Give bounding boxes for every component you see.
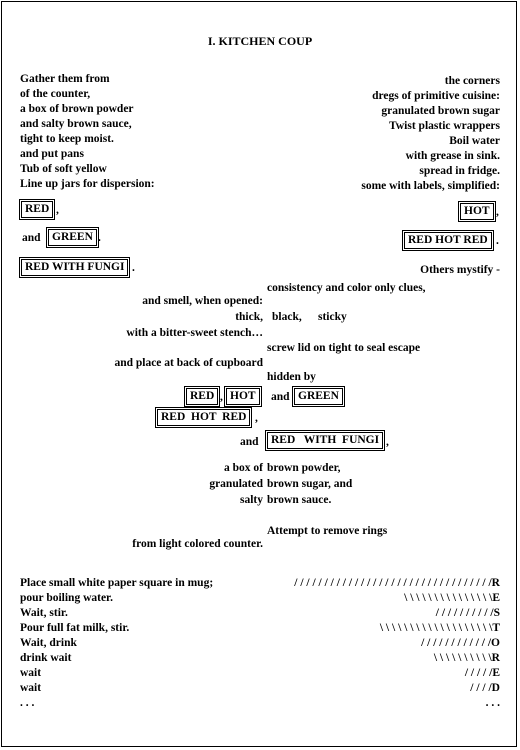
left-line-5: tight to keep moist. (20, 133, 114, 145)
bottom-right-line-1: / / / / / / / / / / / / / / / / / / / / / / / / / / / / / / / / /R (294, 577, 500, 589)
comma: , (56, 204, 59, 216)
right-line-4: Twist plastic wrappers (389, 120, 500, 132)
left-line-6: and put pans (20, 148, 84, 160)
and-word: and (271, 391, 290, 403)
right-line-1: the corners (444, 75, 500, 87)
comma: , (255, 412, 258, 424)
bottom-right-line-7: / / / / /E (464, 667, 500, 679)
screw-line: screw lid on tight to seal escape (267, 342, 421, 354)
bottom-left-line-2: pour boiling water. (20, 592, 113, 604)
poem-title: I. KITCHEN COUP (207, 34, 313, 48)
hidden-by-line: hidden by (267, 371, 316, 383)
comma: , (496, 206, 499, 218)
jar-label-hot: HOT (224, 386, 262, 407)
comma: , (220, 391, 223, 403)
bottom-left-line-1: Place small white paper square in mug; (20, 577, 214, 589)
jar-label-green: GREEN (46, 227, 99, 248)
jar-label-red-with-fungi: RED WITH FUNGI (265, 430, 385, 451)
bottom-right-line-4: \ \ \ \ \ \ \ \ \ \ \ \ \ \ \ \ \ \ \T (379, 622, 500, 634)
attempt-line: Attempt to remove rings (267, 525, 388, 537)
left-line-4: and salty brown sauce, (20, 118, 132, 130)
bottom-right-line-3: / / / / / / / / / /S (435, 607, 500, 619)
jar-label-green: GREEN (292, 386, 345, 407)
and-word: and (240, 436, 259, 448)
jar-label-red-hot-red: RED HOT RED (402, 230, 494, 251)
bottom-left-line-8: wait (20, 682, 42, 694)
left-line-2: of the counter, (20, 88, 91, 100)
left-line-1: Gather them from (20, 73, 110, 85)
bottom-right-line-5: / / / / / / / / / / / /O (421, 637, 500, 649)
period: . (132, 262, 135, 274)
bottom-left-line-4: Pour full fat milk, stir. (20, 622, 130, 634)
black-word: black, (272, 311, 302, 323)
right-line-5: Boil water (449, 135, 500, 147)
sticky-word: sticky (318, 311, 347, 323)
right-line-7: spread in fridge. (419, 165, 500, 177)
bottom-right-line-8: / / / /D (470, 682, 500, 694)
left-line-8: Line up jars for dispersion: (20, 178, 155, 190)
bottom-right-line-2: \ \ \ \ \ \ \ \ \ \ \ \ \ \ \E (404, 592, 500, 604)
right-line-6: with grease in sink. (405, 150, 500, 162)
jar-label-red: RED (19, 199, 55, 220)
bottom-left-line-5: Wait, drink (20, 637, 77, 649)
left-line-3: a box of brown powder (20, 103, 134, 115)
right-line-8: some with labels, simplified: (361, 180, 500, 192)
bottom-left-line-7: wait (20, 667, 42, 679)
smell-line: and smell, when opened: (142, 295, 263, 307)
jar-label-red-with-fungi: RED WITH FUNGI (19, 257, 130, 278)
consistency-line: consistency and color only clues, (267, 282, 426, 294)
bottom-left-ellipsis: . . . (20, 697, 35, 709)
and-word: and (22, 232, 41, 244)
granulated-right: brown sugar, and (267, 478, 353, 490)
place-line: and place at back of cupboard (114, 357, 263, 369)
right-line-2: dregs of primitive cuisine: (372, 90, 500, 102)
jar-label-red-hot-red: RED HOT RED (155, 407, 252, 428)
from-counter-line: from light colored counter. (132, 538, 263, 550)
others-mystify: Others mystify - (420, 264, 500, 276)
bottom-right-ellipsis: . . . (485, 697, 500, 709)
period: . (496, 235, 499, 247)
jar-label-red: RED (184, 386, 220, 407)
comma: , (386, 436, 389, 448)
bittersweet-line: with a bitter-sweet stench… (126, 327, 263, 339)
box-of-right: brown powder, (267, 462, 341, 474)
salty-right: brown sauce. (267, 494, 332, 506)
right-line-3: granulated brown sugar (381, 105, 500, 117)
salty-left: salty (240, 494, 263, 506)
granulated-left: granulated (209, 478, 263, 490)
bottom-right-line-6: \ \ \ \ \ \ \ \ \ \R (433, 652, 500, 664)
period: . (98, 232, 101, 244)
left-line-7: Tub of soft yellow (20, 163, 107, 175)
jar-label-hot: HOT (458, 201, 496, 222)
bottom-left-line-6: drink wait (20, 652, 72, 664)
box-of-left: a box of (224, 462, 263, 474)
bottom-left-line-3: Wait, stir. (20, 607, 68, 619)
thick-word: thick, (235, 311, 263, 323)
